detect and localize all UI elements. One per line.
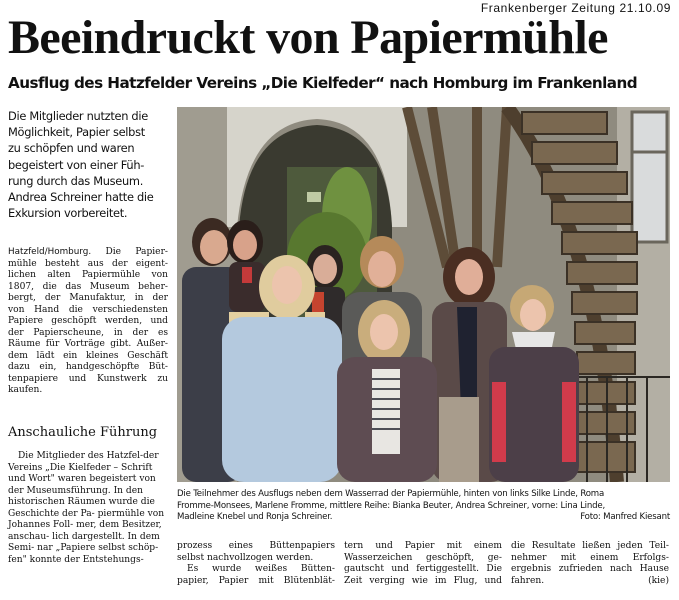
body-line: selbst nachvollzogen werden. xyxy=(177,552,314,563)
body-line: fen" konnte der Entstehungs- xyxy=(8,554,144,565)
body-line: Papiere geschöpft werden, und xyxy=(8,316,168,326)
body-line: die Resultate ließen jeden Teil- xyxy=(511,541,669,551)
body-column-3 xyxy=(344,541,502,587)
body-line: dazu ein, handgeschöpfte Büt- xyxy=(8,362,168,372)
group-photo-illustration xyxy=(177,107,670,482)
body-line: 1807, die das Museum beher- xyxy=(8,281,168,292)
body-line: von Hand die verschiedensten xyxy=(8,304,168,315)
body-line: von der Museumsführung. xyxy=(8,474,156,496)
body-column-4 xyxy=(511,541,669,587)
body-line: und Wort" waren begeistert xyxy=(8,474,137,484)
body-line: papier, Papier mit Blütenblät- xyxy=(177,575,335,586)
article-lead xyxy=(8,108,168,221)
photo-caption xyxy=(177,489,670,524)
body-line: dem lädt ein kleines Geschäft xyxy=(8,350,168,361)
body-line: Wasserzeichen geschöpft, ge- xyxy=(344,552,502,563)
caption-last-row xyxy=(177,512,670,524)
lead-line: rung durch das Museum. xyxy=(8,173,144,188)
body-column-1 xyxy=(8,247,168,397)
body-line: piermühle von Johannes Foll- xyxy=(8,508,165,530)
body-line: lichen alten Papiermühle von xyxy=(8,270,168,280)
lead-line: Andrea Schreiner hatte die xyxy=(8,190,154,205)
article-headline: Beeindruckt von Papiermühle xyxy=(8,11,608,64)
body-line xyxy=(8,247,168,259)
body-line: mer, dem Besitzer, anschau- xyxy=(8,520,162,542)
dateline: Hatzfeld/Homburg. xyxy=(8,247,92,257)
lead-line: zu schöpfen und waren xyxy=(8,141,135,156)
section-subheading: Anschauliche Führung xyxy=(8,425,158,440)
body-line: ergebnis zufrieden nach Hause xyxy=(511,564,669,574)
body-line: nar „Papiere selbst schöp- xyxy=(37,543,159,553)
body-line: gautscht und fertiggestellt. Die xyxy=(344,564,502,574)
caption-line: Die Teilnehmer des Ausflugs neben dem Wasserrad der Papiermühle, hinten von links Silke Linde, Roma xyxy=(177,489,605,499)
lead-line: Exkursion vorbereitet. xyxy=(8,206,128,221)
body-column-2 xyxy=(177,541,335,587)
article-subheadline: Ausflug des Hatzfelder Vereins „Die Kielfeder“ nach Homburg im Frankenland xyxy=(8,74,638,92)
body-line: tern und Papier mit einem xyxy=(344,541,502,551)
body-line: lich dargestellt. In dem Semi- xyxy=(8,531,160,553)
article-photo xyxy=(177,107,670,482)
body-line: tenpapiere und Kunstwerk zu xyxy=(8,373,168,384)
body-line: Es wurde weißes Bütten- xyxy=(187,564,335,574)
body-last-row xyxy=(511,576,669,588)
body-line: Räume für Vorträge gibt. Außer- xyxy=(8,339,168,349)
author-tag: (kie) xyxy=(648,575,669,586)
lead-line: Die Mitglieder nutzten die xyxy=(8,109,148,123)
body-line: mühle besteht aus der eigent- xyxy=(8,258,168,269)
body-line: prozess eines Büttenpapiers xyxy=(177,541,335,551)
body-line: wurde die Geschichte der Pa- xyxy=(8,497,155,519)
body-line: bergt, der Manufaktur, in der xyxy=(8,293,168,303)
body-line: nehmer mit einem Erfolgs- xyxy=(511,552,669,563)
body-line: fahren. xyxy=(511,575,545,586)
body-line: Zeit verging wie im Flug, und xyxy=(344,575,502,586)
body-line: der Papierscheune, in der es xyxy=(8,327,168,338)
caption-line: Fromme-Monsees, Marlene Fromme, mittlere Reihe: Bianka Beuter, Andrea Schreiner, vorne: Lina Linde, xyxy=(177,500,605,511)
caption-line: Madleine Knebel und Ronja Schreiner. xyxy=(177,512,333,523)
body-column-1-continued xyxy=(8,451,168,566)
body-line: Vereins „Die Kielfeder – Schrift xyxy=(8,462,153,473)
lead-line: Möglichkeit, Papier selbst xyxy=(8,125,145,140)
newspaper-source-date: Frankenberger Zeitung 21.10.09 xyxy=(480,1,671,15)
body-line: kaufen. xyxy=(8,385,43,395)
body-line: Die Mitglieder des Hatzfel-der xyxy=(18,451,159,461)
photo-credit: Foto: Manfred Kiesant xyxy=(580,512,670,523)
body-line: In den historischen Räumen xyxy=(8,485,143,507)
lead-line: begeistert von einer Füh- xyxy=(8,157,145,172)
body-text: Die Papier- xyxy=(105,247,168,257)
